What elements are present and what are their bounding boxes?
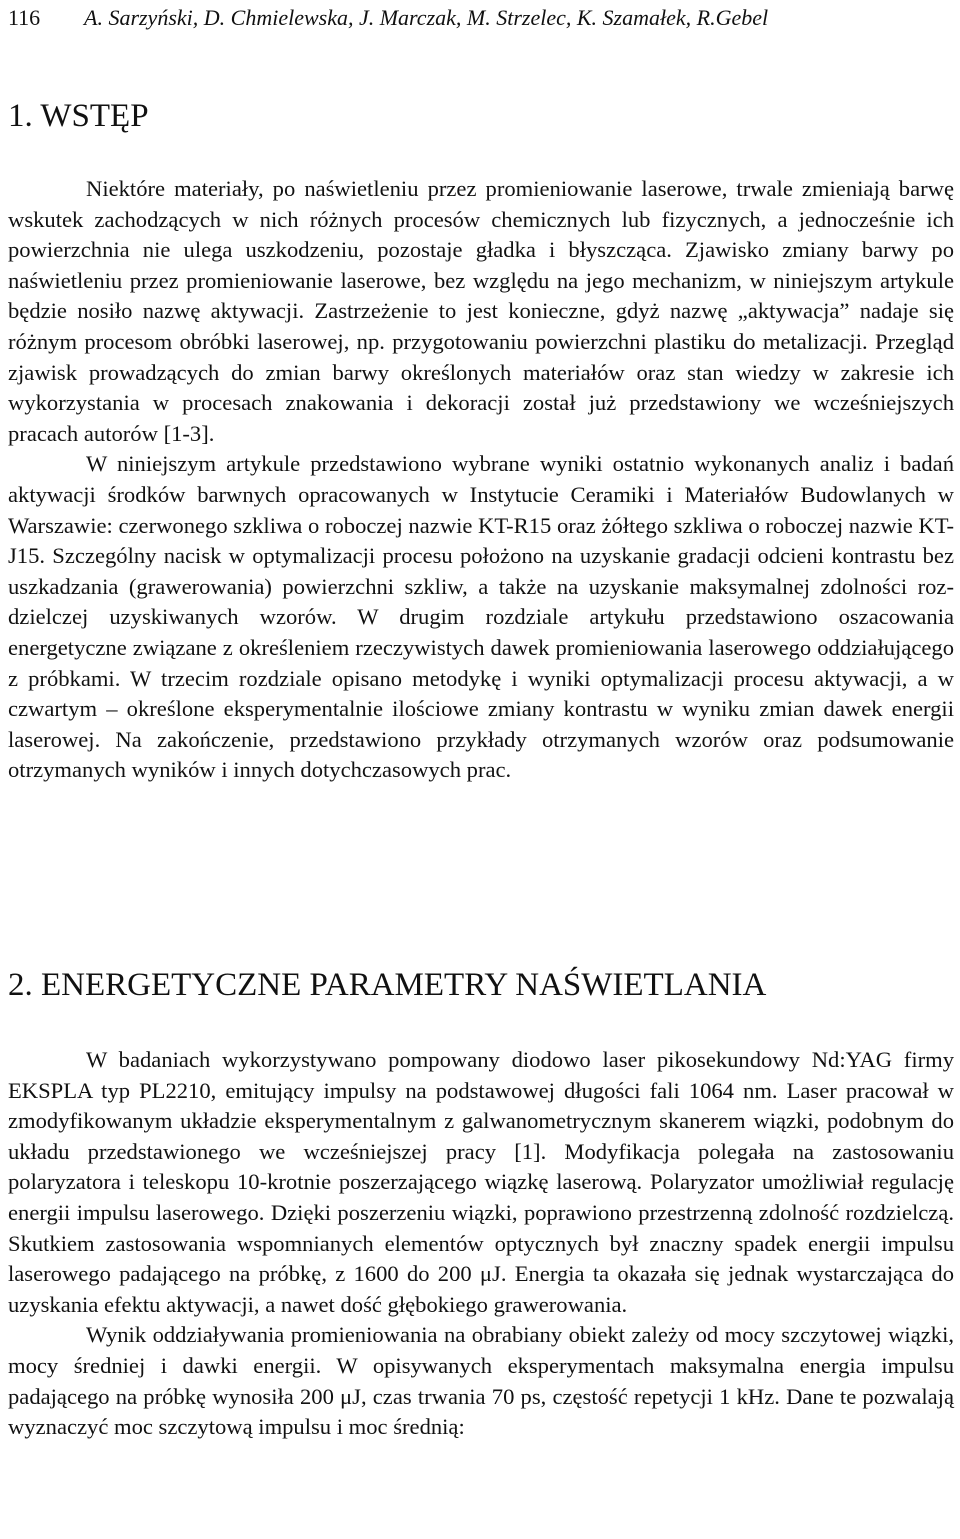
running-header-authors: A. Sarzyński, D. Chmielewska, J. Marczak, M. Strzelec, K. Szamałek, R.Gebel <box>84 5 769 30</box>
page-number: 116 <box>8 5 41 30</box>
section-heading-energy-parameters: 2. ENERGETYCZNE PARAMETRY NAŚWIETLANIA <box>8 967 767 1003</box>
section-body-energy-parameters <box>8 1045 954 1443</box>
paragraph: Niektóre materiały, po naświetleniu przez promieniowanie laserowe, trwale zmieniają barwę wskutek zachodzących w nich różnych procesów chemicznych lub fizycznych, a jednocześnie ich powierzchnia nie ulega uszkodzeniu, pozostaje gładka i błyszcząca. Zjawisko zmiany barwy po naświetleniu przez promieniowanie laserowe, bez względu na jego mechanizm, w niniejszym artykule będzie nosiło nazwę aktywacji. Zastrzeżenie to jest konieczne, gdyż nazwę „aktywacja” nadaje się różnym procesom obróbki laserowej, np. przygotowaniu powierzchni plastiku do metalizacji. Przegląd zjawisk prowadzących do zmian barwy określonych materiałów oraz stan wiedzy w zakresie ich wykorzystania w procesach znakowania i dekoracji został już przedstawiony we wcześniejszych pracach autorów [1-3]. <box>8 176 954 446</box>
paragraph: W niniejszym artykule przedstawiono wybrane wyniki ostatnio wykonanych analiz i badań aktywacji środków barwnych opracowanych w Instytucie Ceramiki i Materiałów Budowlanych w Warszawie: czerwonego szkliwa o roboczej nazwie KT-R15 oraz żółtego szkliwa o roboczej nazwie KT-J15. Szczególny nacisk w optymalizacji procesu położono na uzyskanie gradacji odcieni kontrastu bez uszkadzania (grawerowania) powierzchni szkliw, a także na uzyskanie maksymalnej zdolności rozdzielczej uzyskiwanych wzorów. W drugim rozdziale artykułu przedstawiono oszacowania energetyczne związane z określeniem rzeczywistych dawek promieniowania laserowego oddziałującego z próbkami. W trzecim rozdziale opisano metodykę i wyniki optymalizacji procesu aktywacji, a w czwartym – określone eksperymentalnie ilościowe zmiany kontrastu w wyniku zmian dawek energii laserowej. Na zakończenie, przedstawiono przykłady otrzymanych wzorów oraz podsumowanie otrzymanych wyników i innych dotychczasowych prac. <box>8 451 954 783</box>
running-header <box>8 2 958 34</box>
paragraph: Wynik oddziaływania promieniowania na obrabiany obiekt zależy od mocy szczytowej wiązki, mocy średniej i dawki energii. W opisywanych eksperymentach maksymalna energia impulsu padającego na próbkę wynosiła 200 μJ, czas trwania 70 ps, częstość repetycji 1 kHz. Dane te pozwalają wyznaczyć moc szczytową impulsu i moc średnią: <box>8 1322 954 1440</box>
paragraph: W badaniach wykorzystywano pompowany diodowo laser pikosekundowy Nd:YAG firmy EKSPLA typ PL2210, emitujący impulsy na podstawowej długości fali 1064 nm. Laser pracował w zmodyfikowanym układzie eksperymentalnym z galwanometrycznym skanerem wiązki, podobnym do układu przedstawionego we wcześniejszej pracy [1]. Modyfikacja polegała na zastosowaniu polaryzatora i teleskopu 10-krotnie poszerzającego wiązkę laserową. Polaryzator umożliwiał regulację energii impulsu laserowego. Dzięki poszerzeniu wiązki, poprawiono przestrzenną zdolność rozdzielczą. Skutkiem zastosowania wspomnianych elementów optycznych był znaczny spadek energii impulsu laserowego padającego na próbkę, z 1600 do 200 μJ. Energia ta okazała się jednak wystarczająca do uzyskania efektu aktywacji, a nawet dość głębokiego grawerowania. <box>8 1047 954 1317</box>
section-heading-introduction: 1. WSTĘP <box>8 98 149 134</box>
section-body-introduction <box>8 174 954 786</box>
